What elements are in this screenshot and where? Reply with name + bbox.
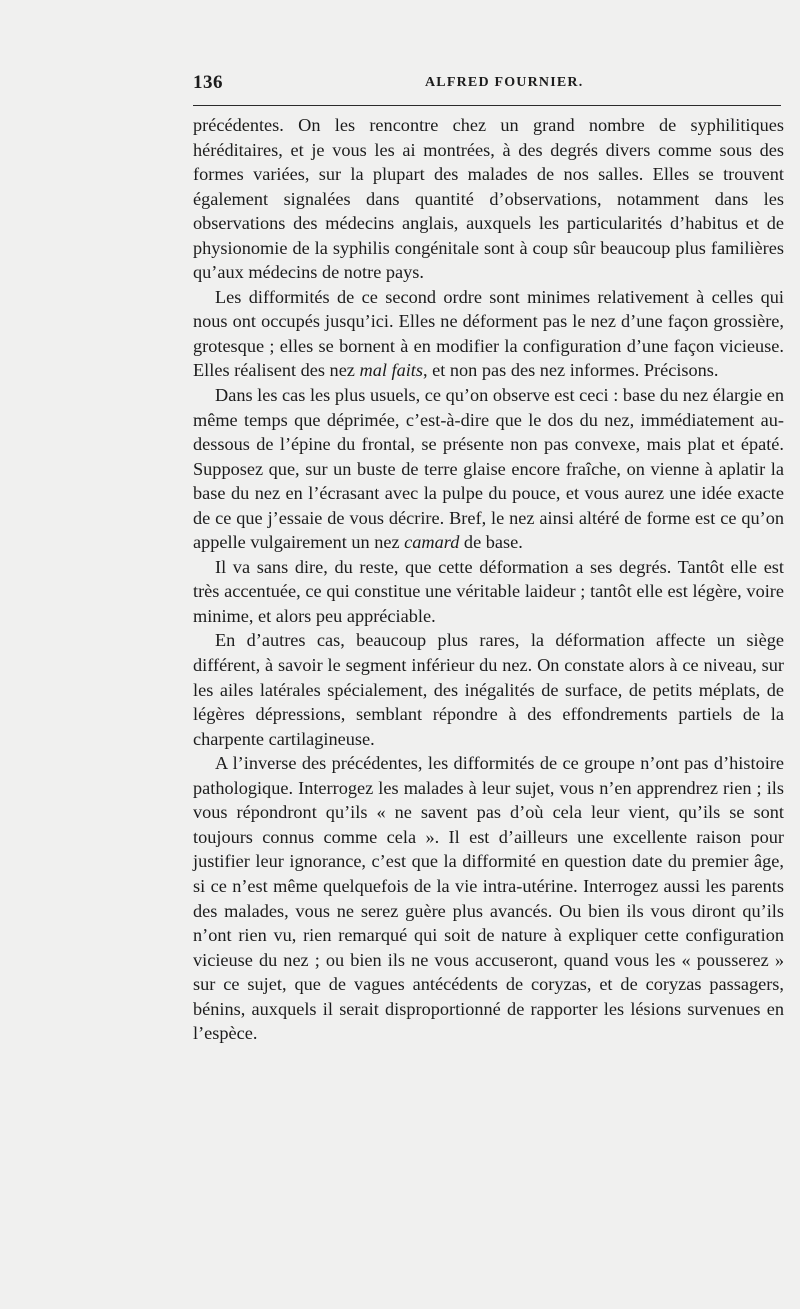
page-header	[193, 72, 781, 102]
paragraph-6-text: A l’inverse des précédentes, les difformités de ce groupe n’ont pas d’histoire pathologique. Interrogez les malades à leur sujet, vous n’en apprendrez rien ; ils vous répondront qu’ils « ne savent pas d’où cela leur vient, qu’ils se sont toujours connus comme cela ». Il est d’ailleurs une excellente raison pour justifier leur ignorance, c’est que la difformité en question date du premier âge, si ce n’est même quelquefois de la vie intra-utérine. Interrogez aussi les parents des malades, vous ne serez guère plus avancés. Ou bien ils vous diront qu’ils n’ont rien vu, rien remarqué qui soit de nature à expliquer cette configuration vicieuse du nez ; ou bien ils ne vous accuseront, quand vous les « pousserez » sur ce sujet, que de vagues antécédents de coryzas, et de coryzas passagers, bénins, auxquels il serait disproportionné de rapporter les lésions survenues en l’espèce.	[193, 753, 784, 1044]
running-head: ALFRED FOURNIER.	[425, 75, 584, 90]
paragraph-2	[193, 285, 784, 383]
paragraph-3	[193, 383, 784, 555]
paragraph-5	[193, 628, 784, 751]
paragraph-4-text: Il va sans dire, du reste, que cette déformation a ses degrés. Tantôt elle est très accentuée, ce qui constitue une véritable laideur ; tantôt elle est légère, voire minime, et alors peu appréciable.	[193, 556, 784, 626]
paragraph-1	[193, 113, 784, 285]
paragraph-2-italic: mal faits	[359, 360, 423, 381]
paragraph-2-text-a: Les difformités de ce second ordre sont minimes relativement à celles qui nous ont occupés jusqu’ici. Elles ne déforment pas le nez d’une façon grossière, grotesque ; elles se bornent à en modifier la configuration d’une façon vicieuse. Elles réalisent des nez	[193, 286, 784, 381]
paragraph-1-text: précédentes. On les rencontre chez un grand nombre de syphilitiques héréditaires, et je vous les ai montrées, à des degrés divers comme sous des formes variées, sur la plupart des malades de nos salles. Elles se trouvent également signalées dans quantité d’observations, notamment dans les observations des médecins anglais, auxquels les particularités d’habitus et de physionomie de la syphilis congénitale sont à coup sûr beaucoup plus familières qu’aux médecins de notre pays.	[193, 115, 784, 283]
paragraph-6	[193, 751, 784, 1046]
paragraph-2-text-b: , et non pas des nez informes. Précisons.	[423, 360, 719, 381]
paragraph-3-italic: camard	[404, 532, 460, 553]
body-text	[193, 113, 784, 1046]
header-rule	[193, 105, 781, 106]
paragraph-4	[193, 555, 784, 629]
paragraph-3-text-b: de base.	[459, 532, 523, 553]
paragraph-3-text-a: Dans les cas les plus usuels, ce qu’on observe est ceci : base du nez élargie en même temps que déprimée, c’est-à-dire que le dos du nez, immédiatement au-dessous de l’épine du frontal, se présente non pas convexe, mais plat et épaté. Supposez que, sur un buste de terre glaise encore fraîche, on vienne à aplatir la base du nez en l’écrasant avec la pulpe du pouce, et vous aurez une idée exacte de ce que j’essaie de vous décrire. Bref, le nez ainsi altéré de forme est ce qu’on appelle vulgairement un nez	[193, 385, 784, 553]
paragraph-5-text: En d’autres cas, beaucoup plus rares, la déformation affecte un siège différent, à savoir le segment inférieur du nez. On constate alors à ce niveau, sur les ailes latérales spécialement, des inégalités de surface, de petits méplats, de légères dépressions, semblant répondre à des effondrements partiels de la charpente cartilagineuse.	[193, 630, 784, 749]
page-number: 136	[193, 72, 223, 93]
